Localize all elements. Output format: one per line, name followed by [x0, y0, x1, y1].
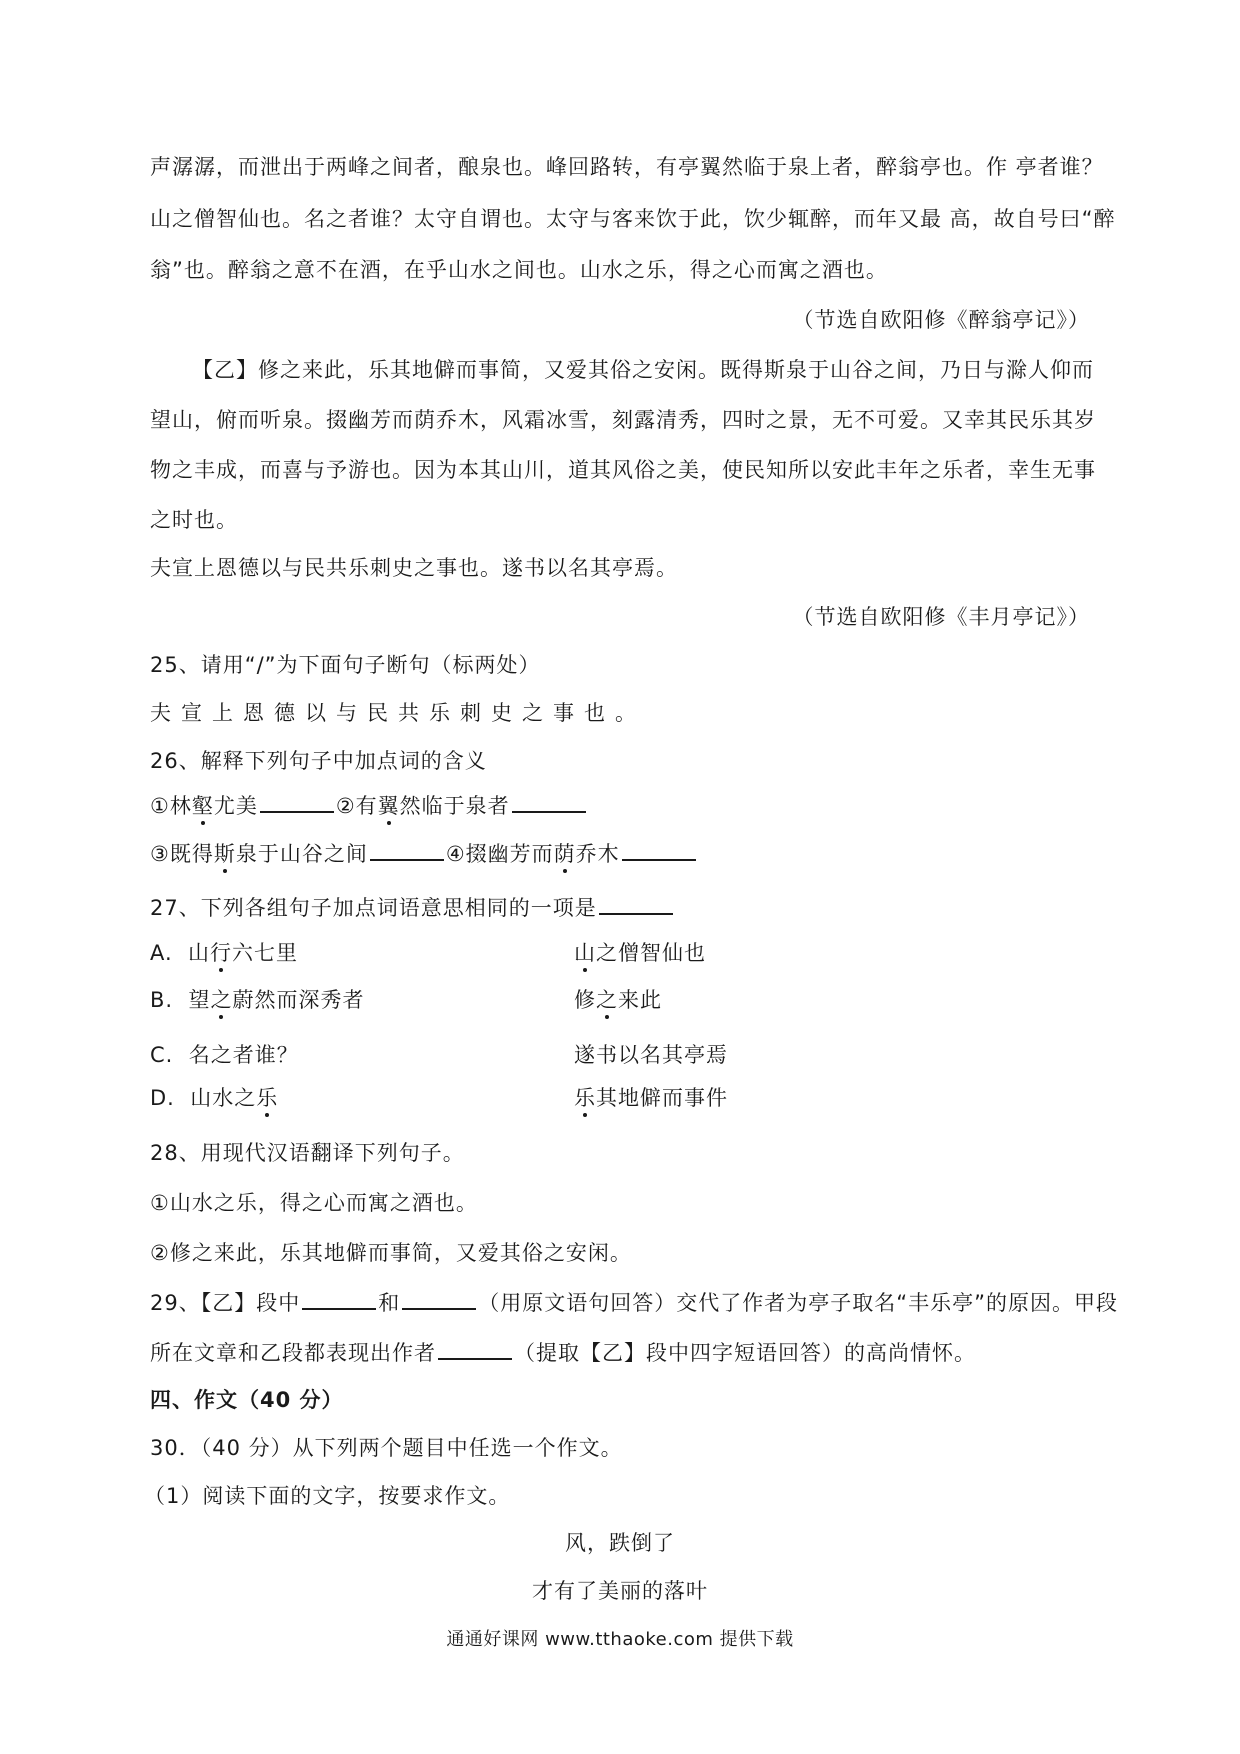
yi-source: （节选自欧阳修《丰月亭记》） — [792, 605, 1090, 629]
yi-line-1: 【乙】修之来此，乐其地僻而事简，又爱其俗之安闲。既得斯泉于山谷之间，乃日与滁人仰而 — [192, 358, 1094, 382]
q27-a-right — [574, 938, 706, 968]
q27-option-d — [150, 1083, 728, 1113]
q27-option-d-label: D. — [150, 1086, 175, 1110]
q29-text-b: 和 — [378, 1291, 401, 1315]
q26-item2-blank[interactable] — [512, 789, 586, 813]
q27-title — [150, 891, 675, 923]
q27-option-c — [150, 1040, 728, 1070]
q29-line-2 — [150, 1336, 976, 1368]
jia-source: （节选自欧阳修《醉翁亭记》） — [792, 308, 1090, 332]
poem-line-1: 风，跌倒了 — [565, 1531, 675, 1555]
q27-d-right-dotted: 乐 — [574, 1086, 596, 1110]
q27-a-left-post: 六七里 — [232, 941, 299, 965]
q26-item3-blank[interactable] — [370, 837, 444, 861]
q29-blank-1[interactable] — [302, 1286, 376, 1310]
q27-a-left-dotted: 行 — [210, 941, 233, 965]
q29-blank-2[interactable] — [402, 1286, 476, 1310]
q27-blank[interactable] — [599, 891, 673, 915]
q29-text-c: （用原文语句回答）交代了作者为亭子取名“丰乐亭”的原因。甲段 — [478, 1291, 1118, 1315]
q26-item1-blank[interactable] — [260, 789, 334, 813]
q30-sub1: （1）阅读下面的文字，按要求作文。 — [144, 1484, 511, 1508]
q26-item3-post: 泉于山谷之间 — [235, 842, 368, 866]
q27-option-c-label: C. — [150, 1043, 174, 1067]
q26-item3-pre: ③既得 — [150, 842, 214, 866]
q25-sentence: 夫宣上恩德以与民共乐刺史之事也。 — [150, 701, 646, 725]
q27-a-right-post: 之僧智仙也 — [596, 941, 706, 965]
q27-c-right: 遂书以名其亭焉 — [574, 1043, 728, 1067]
q27-b-right — [574, 985, 662, 1015]
yi-line-5: 夫宣上恩德以与民共乐刺史之事也。遂书以名其亭焉。 — [150, 556, 678, 580]
q27-d-right-post: 其地僻而事件 — [596, 1086, 728, 1110]
q26-item2-post: 然临于泉者 — [399, 794, 510, 818]
q26-item2-pre: ②有 — [335, 794, 378, 818]
q25-title: 25、请用“/”为下面句子断句（标两处） — [150, 653, 541, 677]
q26-item3-dotted: 斯 — [213, 842, 236, 866]
q27-b-right-post: 来此 — [618, 988, 662, 1012]
q27-b-right-pre: 修 — [574, 988, 596, 1012]
yi-line-2: 望山，俯而听泉。掇幽芳而荫乔木，风霜冰雪，刻露清秀，四时之景，无不可爱。又幸其民乐其岁 — [150, 408, 1096, 432]
q27-option-a-label: A. — [150, 941, 173, 965]
q27-d-left-dotted: 乐 — [256, 1086, 279, 1110]
q26-item4-pre: ④掇幽芳而 — [445, 842, 554, 866]
q28-sentence-2: ②修之来此，乐其地僻而事简，又爱其俗之安闲。 — [150, 1241, 632, 1265]
q28-title: 28、用现代汉语翻译下列句子。 — [150, 1141, 465, 1165]
q26-item1-post: 尤美 — [213, 794, 258, 818]
q28-sentence-1: ①山水之乐，得之心而寓之酒也。 — [150, 1191, 478, 1215]
q27-d-left-pre: 山水之 — [190, 1086, 257, 1110]
q27-d-right — [574, 1083, 728, 1113]
q29-text-a: 29、【乙】段中 — [150, 1291, 301, 1315]
poem-line-2: 才有了美丽的落叶 — [532, 1579, 708, 1603]
q26-item2-dotted: 翼 — [377, 794, 400, 818]
q27-option-b-label: B. — [150, 988, 174, 1012]
q29-text-e: （提取【乙】段中四字短语回答）的高尚情怀。 — [514, 1341, 976, 1365]
page-footer: 通通好课网 www.tthaoke.com 提供下载 — [446, 1629, 794, 1650]
q26-item1-dotted: 壑 — [191, 794, 214, 818]
q26-item4-dotted: 荫 — [553, 842, 576, 866]
q27-b-left-dotted: 之 — [210, 988, 233, 1012]
section4-title: 四、作文（40 分） — [150, 1388, 344, 1412]
q26-title: 26、解释下列句子中加点词的含义 — [150, 749, 487, 773]
jia-line-1: 声潺潺，而泄出于两峰之间者，酿泉也。峰回路转，有亭翼然临于泉上者，醉翁亭也。作 亭者谁？ — [150, 155, 1104, 179]
q27-b-right-dotted: 之 — [596, 988, 618, 1012]
q30-title: 30．（40 分）从下列两个题目中任选一个作文。 — [150, 1436, 623, 1460]
q26-item4-post: 乔木 — [575, 842, 620, 866]
q27-b-left-post: 蔚然而深秀者 — [232, 988, 365, 1012]
q29-line-1 — [150, 1286, 1118, 1318]
q27-a-left-pre: 山 — [188, 941, 211, 965]
q29-blank-3[interactable] — [438, 1336, 512, 1360]
q27-a-right-dotted: 山 — [574, 941, 596, 965]
q27-c-left: 名之者谁？ — [188, 1043, 299, 1067]
jia-line-2: 山之僧智仙也。名之者谁？太守自谓也。太守与客来饮于此，饮少辄醉，而年又最 高，故自号曰“醉 — [150, 207, 1116, 231]
q26-row-2 — [150, 837, 698, 869]
q29-text-d: 所在文章和乙段都表现出作者 — [150, 1341, 436, 1365]
q27-b-left-pre: 望 — [188, 988, 211, 1012]
q26-item1-pre: ①林 — [150, 794, 192, 818]
yi-line-4: 之时也。 — [150, 508, 238, 532]
q27-title-text: 27、下列各组句子加点词语意思相同的一项是 — [150, 896, 597, 920]
q26-item4-blank[interactable] — [622, 837, 696, 861]
q26-row-1 — [150, 789, 588, 821]
yi-line-3: 物之丰成，而喜与予游也。因为本其山川，道其风俗之美，使民知所以安此丰年之乐者，幸生无事 — [150, 458, 1096, 482]
q27-option-b — [150, 985, 662, 1015]
jia-line-3: 翁”也。醉翁之意不在酒，在乎山水之间也。山水之乐，得之心而寓之酒也。 — [150, 258, 888, 282]
q27-option-a — [150, 938, 706, 968]
